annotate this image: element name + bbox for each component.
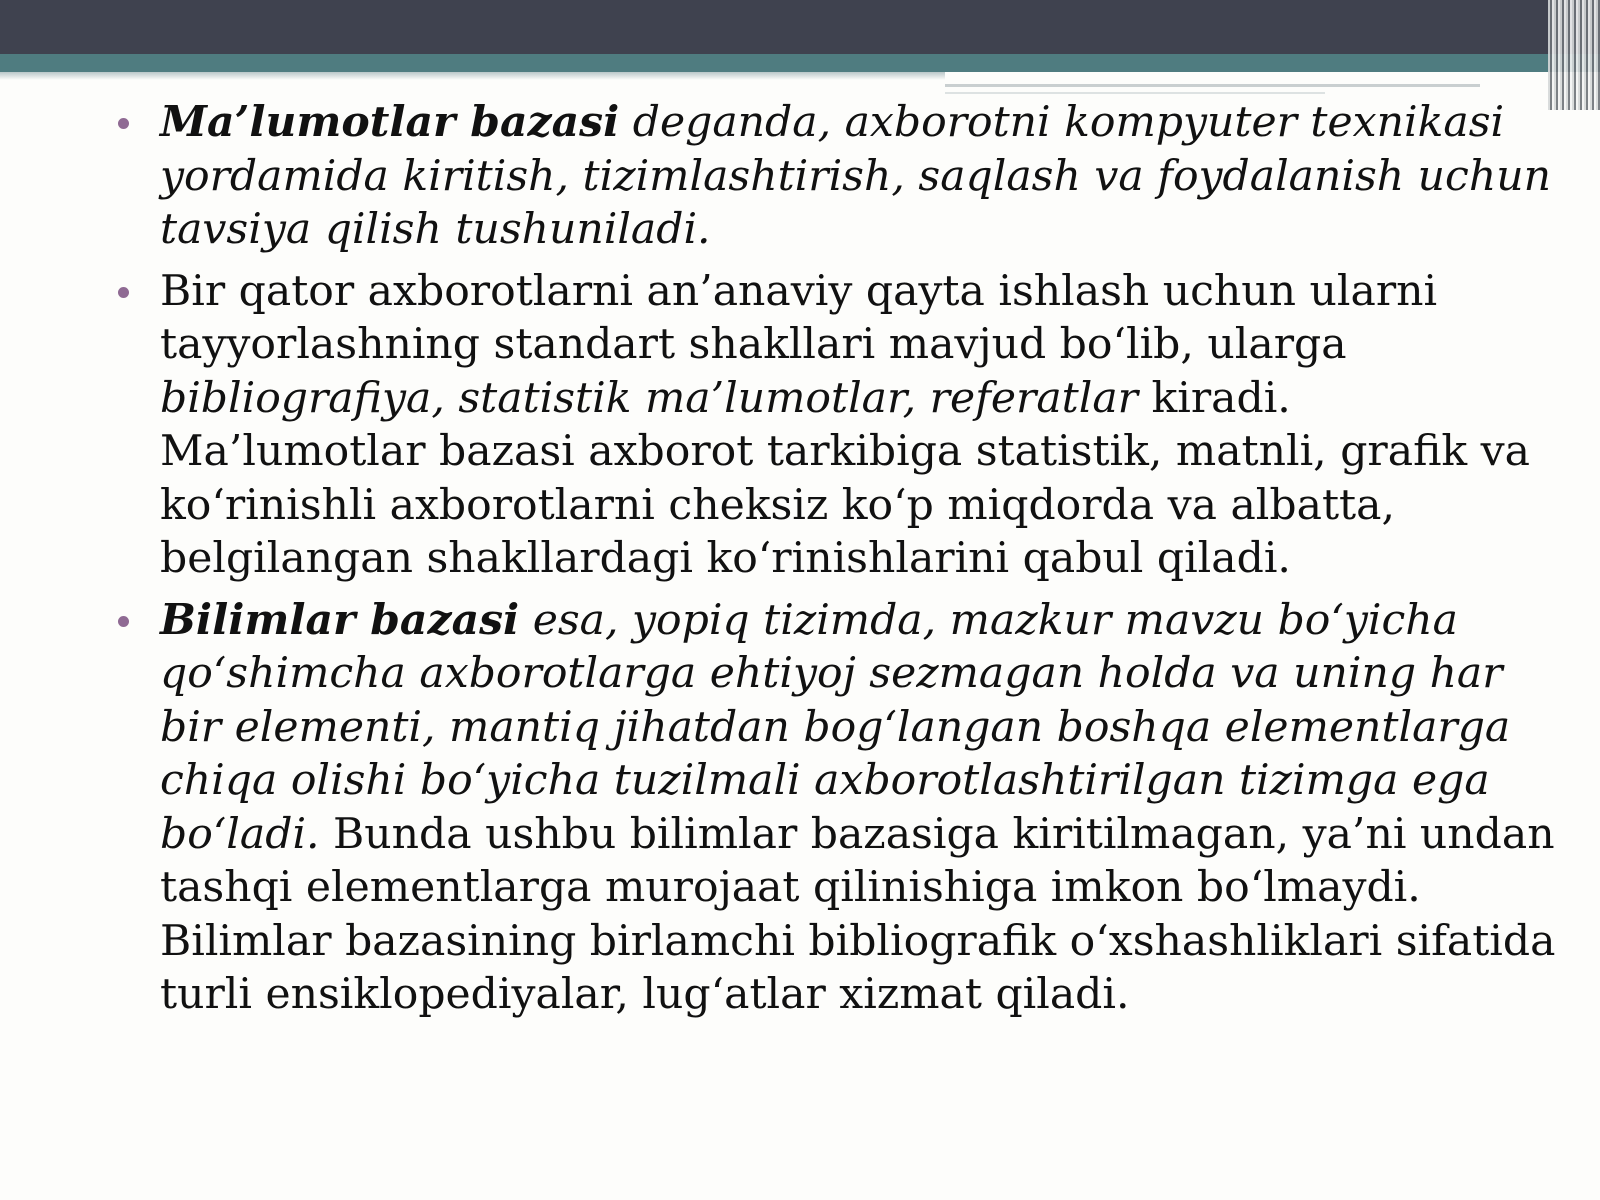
- slide-body: [160, 96, 1560, 1030]
- header-dark-bar: [0, 0, 1600, 54]
- standard-forms-examples: bibliografiya, statistik ma’lumotlar, referatlar: [160, 373, 1138, 423]
- term-knowledge-base: Bilimlar bazasi: [160, 594, 520, 645]
- decorative-line: [945, 84, 1480, 87]
- header-accent-bar: [0, 54, 1600, 72]
- decorative-stripes: [1548, 0, 1600, 110]
- database-definition: deganda, axborotni kompyuter texnikasi yordamida kiritish, tizimlashtirish, saqlash va foydalanish uchun tavsiya qilish tushuniladi.: [160, 98, 1551, 254]
- decorative-line-secondary: [945, 92, 1325, 94]
- knowledge-base-details: Bunda ushbu bilimlar bazasiga kiritilmagan, ya’ni undan tashqi elementlarga murojaat qilinishiga imkon bo‘lmaydi. Bilimlar bazasining birlamchi bibliografik o‘xshashliklari sifatida turli ensiklopediyalar, lug‘atlar xizmat qiladi.: [160, 809, 1556, 1019]
- bullet-item-knowledge-base: [160, 594, 1560, 1022]
- standard-forms-outro: kiradi. Ma’lumotlar bazasi axborot tarkibiga statistik, matnli, grafik va ko‘rinishli axborotlarni cheksiz ko‘p miqdorda va albatta, belgilangan shakllardagi ko‘rinishlarini qabul qiladi.: [160, 373, 1531, 583]
- term-database: Ma’lumotlar bazasi: [160, 97, 620, 147]
- standard-forms-intro: Bir qator axborotlarni an’anaviy qayta ishlash uchun ularni tayyorlashning standart shakllari mavjud bo‘lib, ularga: [160, 266, 1438, 369]
- header-shadow: [0, 72, 945, 80]
- bullet-item-database: [160, 96, 1560, 257]
- knowledge-base-definition: esa, yopiq tizimda, mazkur mavzu bo‘yicha qo‘shimcha axborotlarga ehtiyoj sezmagan holda va uning har bir elementi, mantiq jihatdan bog‘langan boshqa elementlarga chiqa olishi bo‘yicha tuzilmali axborotlashtirilgan tizimga ega bo‘ladi.: [160, 595, 1511, 859]
- bullet-item-standard-forms: [160, 265, 1560, 586]
